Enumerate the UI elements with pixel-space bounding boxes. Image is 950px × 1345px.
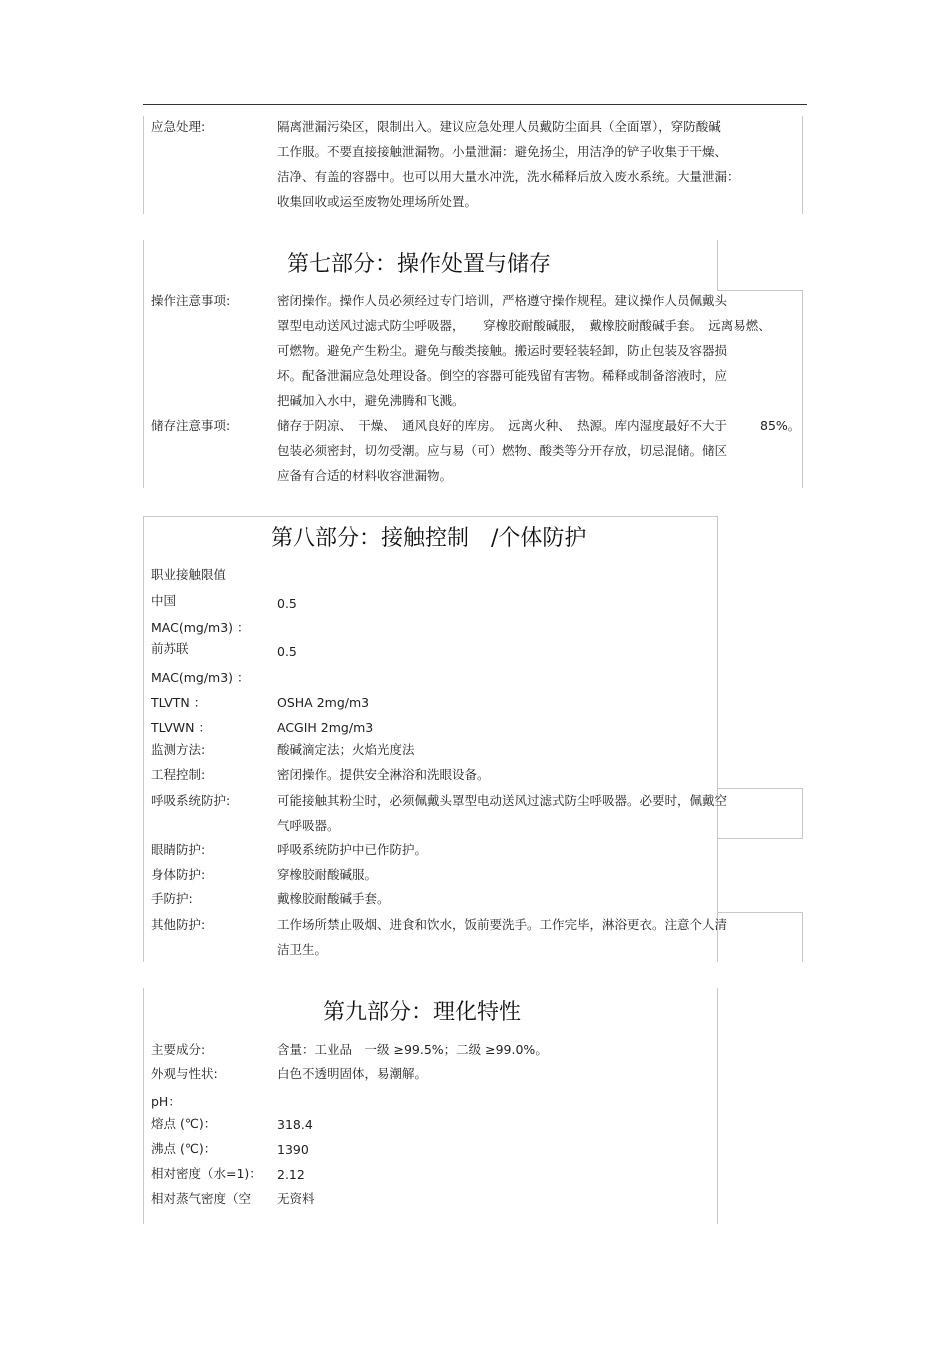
text-line: 坏。配备泄漏应急处理设备。倒空的容器可能残留有害物。稀释或制备溶液时，应 — [277, 368, 728, 383]
body-label: 身体防护: — [151, 867, 206, 882]
boiling-label: 沸点 (℃)： — [151, 1141, 217, 1156]
appearance-value: 白色不透明固体，易潮解。 — [277, 1066, 428, 1081]
text-line: 可燃物。避免产生粉尘。避免与酸类接触。搬运时要轻装轻卸，防止包装及容器损 — [277, 343, 728, 358]
text-line: 应备有合适的材料收容泄漏物。 — [277, 468, 453, 483]
respiratory-text — [277, 788, 747, 838]
storage-label: 储存注意事项: — [151, 418, 231, 433]
china-value: 0.5 — [277, 596, 297, 611]
other-label: 其他防护: — [151, 917, 206, 932]
eye-value: 呼吸系统防护中已作防护。 — [277, 842, 428, 857]
emergency-label: 应急处理: — [151, 119, 206, 134]
border-left-s6 — [143, 116, 144, 214]
storage-text — [277, 413, 747, 488]
border-right-s7 — [802, 290, 803, 488]
vapor-density-label: 相对蒸气密度（空 — [151, 1191, 252, 1206]
text-line: 包装必须密封，切勿受潮。应与易（可）燃物、酸类等分开存放，切忌混储。储区 — [277, 443, 728, 458]
boiling-value: 1390 — [277, 1142, 309, 1157]
storage-humidity-value: 85%。 — [760, 418, 801, 433]
border-other-right — [802, 912, 803, 962]
text-line: 工作服。不要直接接触泄漏物。小量泄漏：避免扬尘，用洁净的铲子收集于干燥、 — [277, 144, 728, 159]
respiratory-label: 呼吸系统防护: — [151, 793, 231, 808]
border-resp-right — [802, 788, 803, 838]
border-resp-bottom — [717, 838, 803, 839]
tlvtn-label: TLVTN ： — [151, 695, 207, 710]
border-left-s7 — [143, 240, 144, 488]
operation-label: 操作注意事项: — [151, 293, 231, 308]
border-right-s6 — [802, 116, 803, 214]
text-line: 隔离泄漏污染区，限制出入。建议应急处理人员戴防尘面具（全面罩），穿防酸碱 — [277, 119, 721, 134]
border-top-s8 — [143, 516, 717, 517]
border-right-s9 — [717, 988, 718, 1224]
section8-title: 第八部分：接触控制 /个体防护 — [271, 526, 587, 551]
mac-label-2: MAC(mg/m3) ： — [151, 670, 250, 685]
text-line: 密闭操作。操作人员必须经过专门培训，严格遵守操作规程。建议操作人员佩戴头 — [277, 293, 728, 308]
border-mid-s7 — [717, 240, 718, 290]
text-line: 洁卫生。 — [277, 942, 328, 957]
ussr-label: 前苏联 — [151, 641, 189, 656]
appearance-label: 外观与性状: — [151, 1066, 218, 1081]
border-left-s8 — [143, 516, 144, 962]
other-text — [277, 912, 747, 962]
tlvwn-label: TLVWN ： — [151, 720, 211, 735]
tlvtn-value: OSHA 2mg/m3 — [277, 695, 370, 710]
mac-label-1: MAC(mg/m3) ： — [151, 620, 250, 635]
tlvwn-value: ACGIH 2mg/m3 — [277, 720, 374, 735]
hand-label: 手防护: — [151, 891, 193, 906]
oel-label: 职业接触限值 — [151, 567, 227, 582]
density-label: 相对密度（水=1)： — [151, 1166, 262, 1181]
border-right-s8 — [717, 516, 718, 962]
emergency-text — [277, 114, 747, 214]
top-rule — [143, 104, 807, 105]
melting-value: 318.4 — [277, 1117, 313, 1132]
section9-title: 第九部分：理化特性 — [323, 1000, 522, 1025]
text-line: 可能接触其粉尘时，必须佩戴头罩型电动送风过滤式防尘呼吸器。必要时，佩戴空 — [277, 793, 728, 808]
vapor-density-value: 无资料 — [277, 1191, 315, 1206]
monitor-value: 酸碱滴定法；火焰光度法 — [277, 742, 415, 757]
text-line: 罩型电动送风过滤式防尘呼吸器， 穿橡胶耐酸碱服， 戴橡胶耐酸碱手套。 远离易燃、 — [277, 318, 771, 333]
body-value: 穿橡胶耐酸碱服。 — [277, 867, 378, 882]
eye-label: 眼睛防护: — [151, 842, 206, 857]
monitor-label: 监测方法: — [151, 742, 206, 757]
border-left-s9 — [143, 988, 144, 1224]
engineering-label: 工程控制: — [151, 767, 206, 782]
melting-label: 熔点 (℃)： — [151, 1116, 217, 1131]
text-line: 工作场所禁止吸烟、进食和饮水，饭前要洗手。工作完毕，淋浴更衣。注意个人清 — [277, 917, 728, 932]
operation-text — [277, 288, 771, 413]
hand-value: 戴橡胶耐酸碱手套。 — [277, 891, 390, 906]
ussr-value: 0.5 — [277, 644, 297, 659]
text-line: 气呼吸器。 — [277, 818, 340, 833]
text-line: 洁净、有盖的容器中。也可以用大量水冲洗，洗水稀释后放入废水系统。大量泄漏： — [277, 169, 740, 184]
china-label: 中国 — [151, 593, 177, 608]
engineering-value: 密闭操作。提供安全淋浴和洗眼设备。 — [277, 767, 490, 782]
density-value: 2.12 — [277, 1167, 305, 1182]
composition-label: 主要成分: — [151, 1042, 206, 1057]
text-line: 储存于阴凉、 干燥、 通风良好的库房。 远离火种、 热源。库内湿度最好不大于 — [277, 418, 728, 433]
ph-label: pH： — [151, 1094, 181, 1109]
text-line: 收集回收或运至废物处理场所处置。 — [277, 194, 478, 209]
section7-title: 第七部分：操作处置与储存 — [287, 252, 552, 277]
text-line: 把碱加入水中，避免沸腾和飞溅。 — [277, 393, 465, 408]
composition-value: 含量：工业品 一级 ≥99.5%；二级 ≥99.0%。 — [277, 1042, 548, 1057]
